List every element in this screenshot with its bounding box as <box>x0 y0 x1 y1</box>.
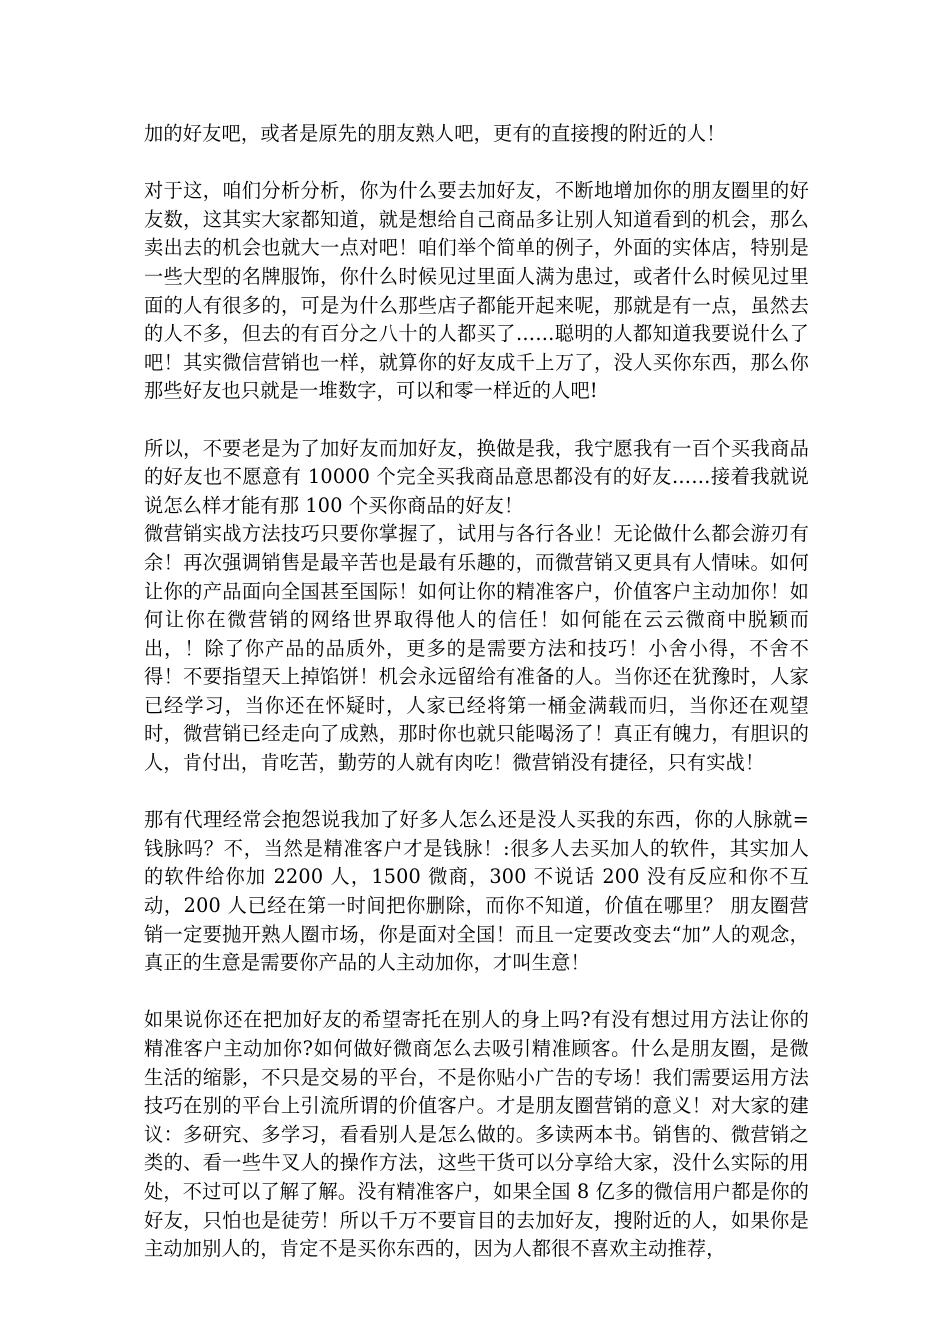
paragraph-1: 加的好友吧，或者是原先的朋友熟人吧，更有的直接搜的附近的人！ <box>144 122 726 145</box>
paragraph-4: 微营销实战方法技巧只要你掌握了，试用与各行各业！无论做什么都会游刃有余！再次强调销售是最辛苦也是最有乐趣的，而微营销又更具有人情味。如何让你的产品面向全国甚至国际！如何让你的精准客户，价值客户主动加你！如何让你在微营销的网络世界取得他人的信任！如何能在云云微商中脱颖而出，！除了你产品的品质外，更多的是需要方法和技巧！小舍小得，不舍不得！不要指望天上掉馅饼！机会永远留给有准备的人。当你还在犹豫时，人家已经学习，当你还在怀疑时，人家已经将第一桶金满载而归，当你还在观望时，微营销已经走向了成熟，那时你也就只能喝汤了！真正有魄力，有胆识的人，肯付出，肯吃苦，勤劳的人就有肉吃！微营销没有捷径，只有实战！ <box>144 522 809 775</box>
paragraph-5: 那有代理经常会抱怨说我加了好多人怎么还是没人买我的东西，你的人脉就=钱脉吗？不，当然是精准客户才是钱脉！:很多人去买加人的软件，其实加人的软件给你加 2200 人，1500 微商，300 不说话 200 没有反应和你不互动，200 人已经在第一时间把你删除，而你不知道，价值在哪里？ 朋友圈营销一定要抛开熟人圈市场，你是面对全国！而且一定要改变去“加”人的观念，真正的生意是需要你产品的人主动加你，才叫生意！ <box>144 808 809 975</box>
paragraph-6: 如果说你还在把加好友的希望寄托在别人的身上吗?有没有想过用方法让你的精准客户主动加你?如何做好微商怎么去吸引精准顾客。什么是朋友圈，是微生活的缩影，不只是交易的平台，不是你贴小广告的专场！我们需要运用方法技巧在别的平台上引流所谓的价值客户。才是朋友圈营销的意义！对大家的建议：多研究、多学习，看看别人是怎么做的。多读两本书。销售的、微营销之类的、看一些牛叉人的操作方法，这些干货可以分享给大家，没什么实际的用处，不过可以了解了解。没有精准客户，如果全国 8 亿多的微信用户都是你的好友，只怕也是徒劳！所以千万不要盲目的去加好友，搜附近的人，如果你是主动加别人的，肯定不是买你东西的，因为人都很不喜欢主动推荐， <box>144 1008 809 1261</box>
document-page <box>144 120 809 1264</box>
paragraph-2: 对于这，咱们分析分析，你为什么要去加好友，不断地增加你的朋友圈里的好友数，这其实大家都知道，就是想给自己商品多让别人知道看到的机会，那么卖出去的机会也就大一点对吧！咱们举个简单的例子，外面的实体店，特别是一些大型的名牌服饰，你什么时候见过里面人满为患过，或者什么时候见过里面的人有很多的，可是为什么那些店子都能开起来呢，那就是有一点，虽然去的人不多，但去的有百分之八十的人都买了……聪明的人都知道我要说什么了吧！其实微信营销也一样，就算你的好友成千上万了，没人买你东西，那么你那些好友也只就是一堆数字，可以和零一样近的人吧! <box>144 179 809 403</box>
paragraph-3: 所以，不要老是为了加好友而加好友，换做是我，我宁愿我有一百个买我商品的好友也不愿意有 10000 个完全买我商品意思都没有的好友……接着我就说说怎么样才能有那 100 个买你商品的好友！ <box>144 436 809 517</box>
